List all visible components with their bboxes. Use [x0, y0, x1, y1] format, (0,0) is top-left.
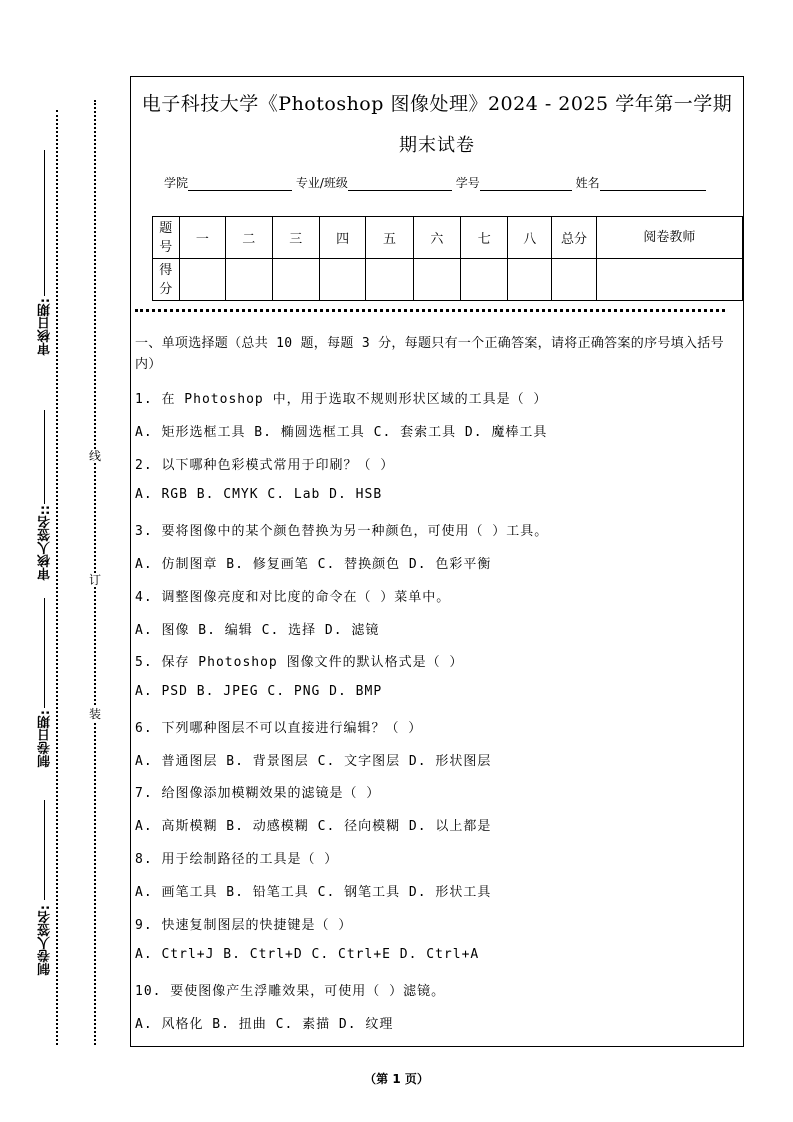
- score-cell[interactable]: [179, 259, 225, 301]
- reviewer-date-label: 审核日期:: [38, 298, 53, 356]
- score-cell[interactable]: [461, 259, 508, 301]
- student-info-row: [164, 174, 706, 191]
- question-3: 3. 要将图像中的某个颜色替换为另一种颜色，可使用（ ）工具。: [135, 524, 549, 539]
- reviewer-sign-line: [44, 410, 45, 504]
- section-single-choice: [135, 333, 735, 1032]
- question-6: 6. 下列哪种图层不可以直接进行编辑？（ ）: [135, 721, 423, 736]
- question-2: 2. 以下哪种色彩模式常用于印刷？（ ）: [135, 458, 395, 473]
- name-field[interactable]: [600, 178, 706, 191]
- options-1: A. 矩形选框工具 B. 椭圆选框工具 C. 套索工具 D. 魔棒工具: [135, 425, 548, 440]
- score-table-score-row: [153, 259, 743, 301]
- question-7: 7. 给图像添加模糊效果的滤镜是（ ）: [135, 786, 381, 801]
- college-label: 学院: [164, 176, 189, 190]
- col-header: 三: [272, 217, 319, 259]
- question-9: 9. 快速复制图层的快捷键是（ ）: [135, 918, 353, 933]
- major-class-field[interactable]: [348, 178, 452, 191]
- options-4: A. 图像 B. 编辑 C. 选择 D. 滤镜: [135, 623, 380, 638]
- student-id-field[interactable]: [480, 178, 572, 191]
- exam-subtitle: 期末试卷: [399, 135, 475, 156]
- binding-char-pack: 装: [89, 707, 102, 721]
- exam-title: 电子科技大学《Photoshop 图像处理》2024 - 2025 学年第一学期: [141, 93, 733, 115]
- maker-sign-label: 制卷人签名:: [38, 905, 53, 976]
- question-10: 10. 要使图像产生浮雕效果，可使用（ ）滤镜。: [135, 984, 446, 999]
- score-cell[interactable]: [226, 259, 272, 301]
- options-8: A. 画笔工具 B. 铅笔工具 C. 钢笔工具 D. 形状工具: [135, 885, 492, 900]
- options-2: A. RGB B. CMYK C. Lab D. HSB: [135, 487, 383, 502]
- options-10: A. 风格化 B. 扭曲 C. 素描 D. 纹理: [135, 1017, 394, 1032]
- binding-char-order: 订: [89, 573, 102, 587]
- score-table: [152, 216, 743, 301]
- name-label: 姓名: [575, 176, 600, 190]
- maker-date-label: 制卷日期:: [38, 710, 53, 768]
- score-table-header-row: [153, 217, 743, 259]
- col-header: 八: [508, 217, 552, 259]
- maker-sign-line: [44, 800, 45, 900]
- binding-char-line: 线: [89, 449, 102, 463]
- col-header: 五: [366, 217, 413, 259]
- question-5: 5. 保存 Photoshop 图像文件的默认格式是（ ）: [135, 655, 464, 670]
- col-header: 四: [319, 217, 365, 259]
- col-header: 七: [461, 217, 508, 259]
- reviewer-date-line: [44, 150, 45, 296]
- options-3: A. 仿制图章 B. 修复画笔 C. 替换颜色 D. 色彩平衡: [135, 557, 492, 572]
- section-title: 一、单项选择题（总共 10 题，每题 3 分，每题只有一个正确答案，请将正确答案的序号填入括号内）: [135, 336, 724, 372]
- col-header-grader: 阅卷教师: [596, 217, 742, 259]
- question-8: 8. 用于绘制路径的工具是（ ）: [135, 852, 339, 867]
- major-class-label: 专业/班级: [295, 176, 348, 190]
- options-6: A. 普通图层 B. 背景图层 C. 文字图层 D. 形状图层: [135, 754, 492, 769]
- col-header-total: 总分: [552, 217, 597, 259]
- col-header: 二: [226, 217, 272, 259]
- options-5: A. PSD B. JPEG C. PNG D. BMP: [135, 684, 383, 699]
- question-1: 1. 在 Photoshop 中，用于选取不规则形状区域的工具是（ ）: [135, 392, 548, 407]
- maker-date-line: [44, 598, 45, 708]
- options-9: A. Ctrl+J B. Ctrl+D C. Ctrl+E D. Ctrl+A: [135, 947, 480, 962]
- sidebar-dotted-line: [56, 110, 58, 1045]
- college-field[interactable]: [188, 178, 292, 191]
- score-cell[interactable]: [272, 259, 319, 301]
- score-cell[interactable]: [508, 259, 552, 301]
- reviewer-sign-label: 审核人签名::: [38, 505, 53, 581]
- row-header-score: 得分: [153, 259, 180, 301]
- exam-frame: [130, 76, 744, 1047]
- row-header-question: 题号: [153, 217, 180, 259]
- student-id-label: 学号: [455, 176, 480, 190]
- score-cell-total[interactable]: [552, 259, 597, 301]
- score-cell[interactable]: [366, 259, 413, 301]
- score-cell[interactable]: [413, 259, 460, 301]
- options-7: A. 高斯模糊 B. 动感模糊 C. 径向模糊 D. 以上都是: [135, 819, 492, 834]
- score-cell-grader[interactable]: [596, 259, 742, 301]
- page-number: （第 1 页）: [364, 1072, 429, 1086]
- question-4: 4. 调整图像亮度和对比度的命令在（ ）菜单中。: [135, 590, 451, 605]
- col-header: 六: [413, 217, 460, 259]
- col-header: 一: [179, 217, 225, 259]
- score-cell[interactable]: [319, 259, 365, 301]
- section-divider: [135, 309, 725, 312]
